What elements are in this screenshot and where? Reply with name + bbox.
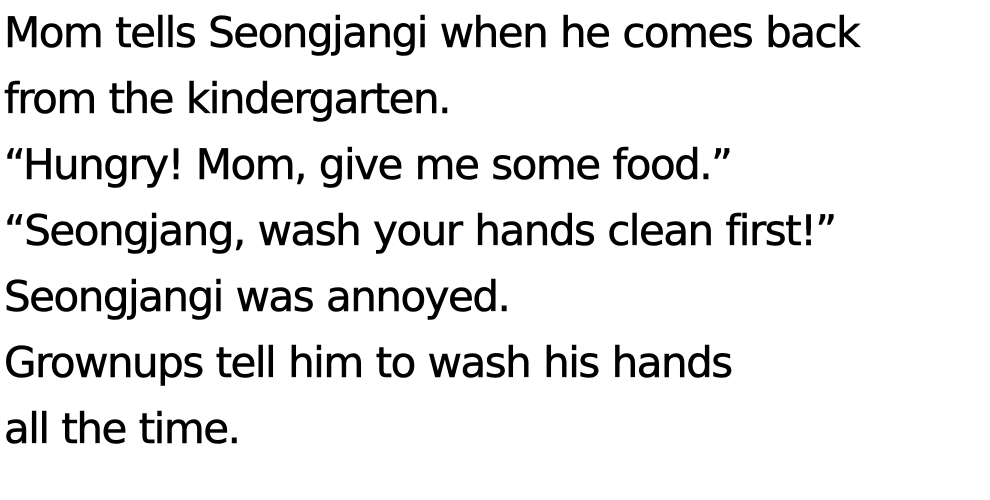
- story-line-6: Grownups tell him to wash his hands: [4, 338, 732, 387]
- story-line-1: Mom tells Seongjangi when he comes back: [4, 8, 859, 57]
- story-line-7: all the time.: [4, 404, 240, 453]
- story-line-3: “Hungry! Mom, give me some food.”: [4, 140, 732, 189]
- story-line-2: from the kindergarten.: [4, 74, 450, 123]
- story-text-block: [4, 0, 984, 462]
- story-line-5: Seongjangi was annoyed.: [4, 272, 510, 321]
- story-line-4: “Seongjang, wash your hands clean first!”: [4, 206, 836, 255]
